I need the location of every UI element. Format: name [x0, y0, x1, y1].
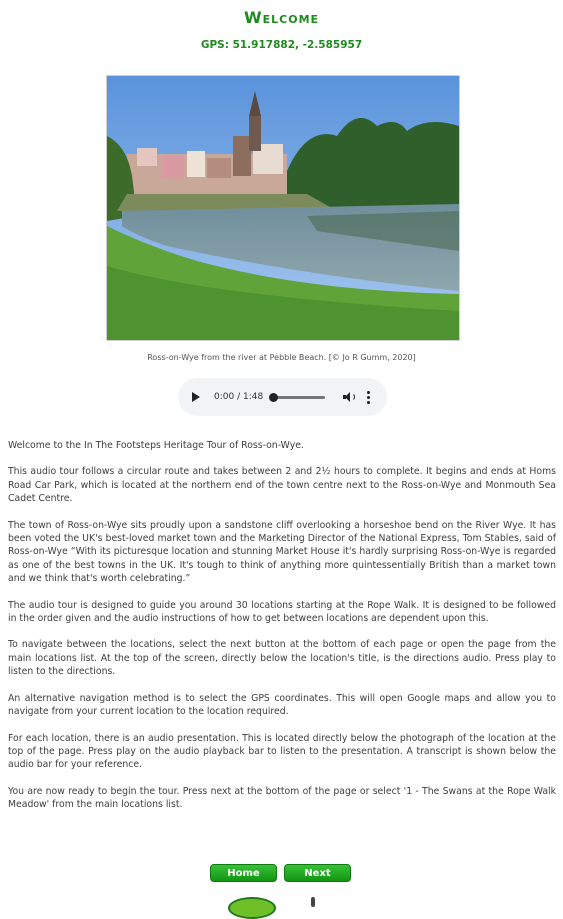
page-title: Welcome [243, 8, 320, 27]
paragraph: Welcome to the In The Footsteps Heritage Tour of Ross-on-Wye. [8, 440, 304, 451]
gps-coordinates-link[interactable]: GPS: 51.917882, -2.585957 [200, 39, 363, 51]
footprint-icon [311, 897, 315, 907]
paragraph: The audio tour is designed to guide you around 30 locations starting at the Rope Walk. It is designed to be followed in the order given and the audio instructions of how to get between locations are dependent upon this. [8, 599, 556, 625]
paragraph: You are now ready to begin the tour. Press next at the bottom of the page or select '1 - The Swans at the Rope Walk Meadow' from the main locations list. [8, 785, 556, 811]
footsteps-logo-icon [228, 897, 276, 919]
location-photo [106, 75, 460, 341]
paragraph: An alternative navigation method is to select the GPS coordinates. This will open Google maps and allow you to navigate from your current location to the location required. [8, 692, 556, 718]
audio-seek-handle[interactable] [269, 393, 278, 402]
play-icon[interactable] [192, 392, 200, 402]
paragraph: This audio tour follows a circular route and takes between 2 and 2½ hours to complete. It begins and ends at Homs Road Car Park, which is located at the northern end of the town centre next to the Ross-on-Wye and Monmouth Sea Cadet Centre. [8, 466, 556, 505]
more-options-icon[interactable] [367, 391, 370, 404]
paragraph: The town of Ross-on-Wye sits proudly upon a sandstone cliff overlooking a horseshoe bend on the River Wye. It has been voted the UK's best-loved market town and the Marketing Director of the National Express, Tom Stables, said of Ross-on-Wye “With its picturesque location and stunning Market House it's hardly surprising Ross-on-Wye is regarded as one of the best towns in the UK. It's tough to think of anything more quintessentially British than a market town and we think that's worth celebrating.” [8, 519, 556, 585]
audio-seek-bar[interactable] [273, 396, 325, 399]
paragraph: To navigate between the locations, select the next button at the bottom of each page or open the page from the main locations list. At the top of the screen, directly below the location's title, is the directions audio. Press play to listen to the directions. [8, 639, 556, 678]
paragraph: For each location, there is an audio presentation. This is located directly below the photograph of the location at the top of the page. Press play on the audio playback bar to listen to the presentation. A transcript is shown below the audio bar for your reference. [8, 732, 556, 771]
volume-icon[interactable] [343, 391, 355, 403]
audio-time: 0:00 / 1:48 [214, 392, 264, 402]
audio-player [178, 378, 387, 416]
photo-caption: Ross-on-Wye from the river at Pebble Beach. [© Jo R Gumm, 2020] [147, 353, 416, 362]
home-button[interactable]: Home [210, 864, 277, 882]
tour-introduction [8, 439, 556, 825]
next-button[interactable]: Next [284, 864, 351, 882]
